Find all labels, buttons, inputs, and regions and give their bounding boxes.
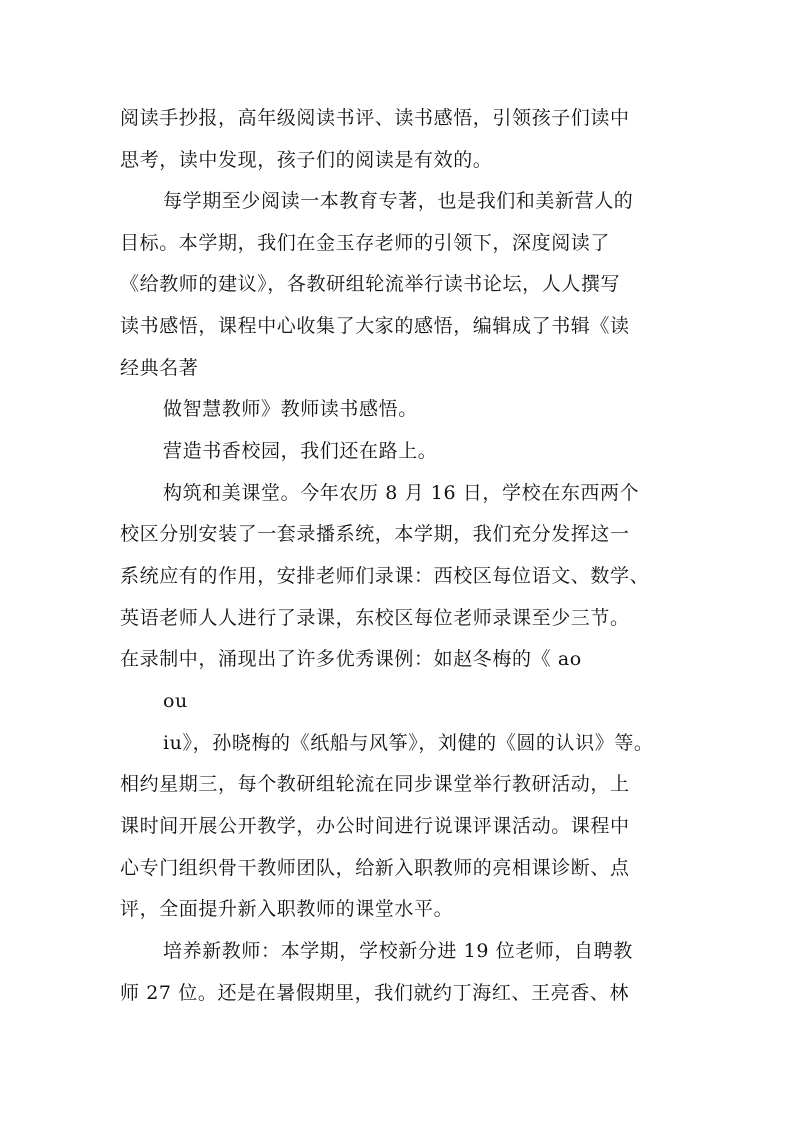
text-line: 经典名著 bbox=[120, 357, 199, 379]
text-line: 课时间开展公开教学，办公时间进行说课评课活动。课程中 bbox=[120, 815, 630, 837]
text-line: 读书感悟，课程中心收集了大家的感悟，编辑成了书辑《读 bbox=[120, 315, 630, 337]
paragraph-start-line: 构筑和美课堂。今年农历 8 月 16 日，学校在东西两个 bbox=[163, 482, 640, 504]
text-line: 思考，读中发现，孩子们的阅读是有效的。 bbox=[120, 149, 493, 171]
text-line: 在录制中，涌现出了许多优秀课例：如赵冬梅的《 ao bbox=[120, 648, 582, 670]
text-line: 阅读手抄报，高年级阅读书评、读书感悟，引领孩子们读中 bbox=[120, 107, 630, 129]
paragraph-start-line: iu》，孙晓梅的《纸船与风筝》，刘健的《圆的认识》等。 bbox=[163, 732, 654, 754]
text-line: 目标。本学期，我们在金玉存老师的引领下，深度阅读了 bbox=[120, 232, 611, 254]
text-line: 英语老师人人进行了录课，东校区每位老师录课至少三节。 bbox=[120, 607, 630, 629]
paragraph-start-line: 做智慧教师》教师读书感悟。 bbox=[163, 398, 418, 420]
text-line: 心专门组织骨干教师团队，给新入职教师的亮相课诊断、点 bbox=[120, 857, 630, 879]
text-line: 相约星期三，每个教研组轮流在同步课堂举行教研活动，上 bbox=[120, 773, 630, 795]
paragraph-start-line: 每学期至少阅读一本教育专著，也是我们和美新营人的 bbox=[163, 190, 634, 212]
text-line: 评，全面提升新入职教师的课堂水平。 bbox=[120, 898, 454, 920]
text-line: 系统应有的作用，安排老师们录课：西校区每位语文、数学、 bbox=[120, 565, 650, 587]
paragraph-start-line: 营造书香校园，我们还在路上。 bbox=[163, 440, 438, 462]
text-line: 《给教师的建议》，各教研组轮流举行读书论坛，人人撰写 bbox=[120, 273, 621, 295]
paragraph-start-line: 培养新教师：本学期，学校新分进 19 位老师，自聘教 bbox=[163, 940, 633, 962]
text-line: 师 27 位。还是在暑假期里，我们就约丁海红、王亮香、林 bbox=[120, 982, 630, 1004]
text-line: 校区分别安装了一套录播系统，本学期，我们充分发挥这一 bbox=[120, 523, 630, 545]
paragraph-start-line: ou bbox=[163, 690, 188, 712]
